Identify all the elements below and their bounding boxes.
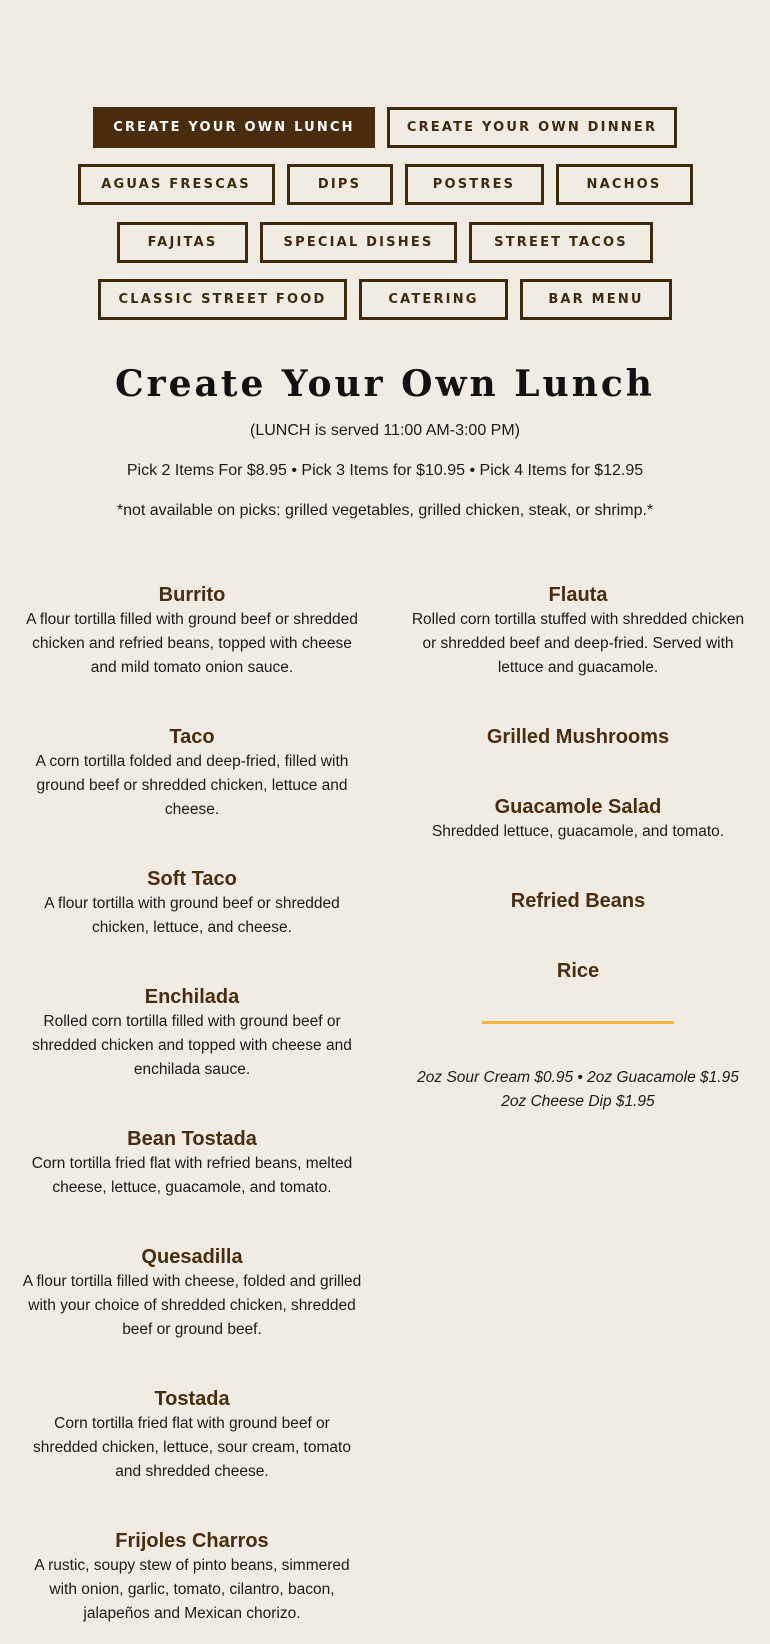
item-name: Refried Beans	[510, 890, 646, 912]
pricing-info: Pick 2 Items For $8.95 • Pick 3 Items for $10.95 • Pick 4 Items for $12.95	[126, 462, 644, 479]
item-name: Rice	[556, 960, 600, 982]
item-name: Taco	[169, 726, 215, 748]
item-description: A rustic, soupy stew of pinto beans, simmered with onion, garlic, tomato, cilantro, bacon, jalapeños and Mexican chorizo.	[34, 1557, 350, 1622]
menu-item	[408, 958, 748, 984]
tab-fajitas[interactable]: FAJITAS	[117, 222, 248, 263]
extras-pricing	[408, 1066, 748, 1114]
tab-aguas-frescas[interactable]: AGUAS FRESCAS	[78, 164, 275, 205]
item-name: Enchilada	[144, 986, 240, 1008]
menu-item	[22, 984, 362, 1082]
tab-postres[interactable]: POSTRES	[405, 164, 544, 205]
menu-item	[22, 1244, 362, 1342]
item-name: Quesadilla	[141, 1246, 243, 1268]
item-description: Corn tortilla fried flat with ground beef or shredded chicken, lettuce, sour cream, tomato and shredded cheese.	[33, 1415, 351, 1480]
menu-item	[408, 794, 748, 844]
extras-line: 2oz Sour Cream $0.95 • 2oz Guacamole $1.95	[417, 1069, 739, 1086]
menu-item	[408, 724, 748, 750]
item-description: Corn tortilla fried flat with refried beans, melted cheese, lettuce, guacamole, and tomato.	[31, 1155, 353, 1196]
item-name: Bean Tostada	[127, 1128, 257, 1150]
tab-nachos[interactable]: NACHOS	[556, 164, 693, 205]
lunch-hours: (LUNCH is served 11:00 AM-3:00 PM)	[249, 422, 520, 439]
item-description: A flour tortilla filled with cheese, folded and grilled with your choice of shredded chicken, shredded beef or ground beef.	[22, 1273, 362, 1338]
item-name: Tostada	[154, 1388, 230, 1410]
menu-item	[22, 1126, 362, 1200]
item-description: A flour tortilla filled with ground beef or shredded chicken and refried beans, topped with cheese and mild tomato onion sauce.	[26, 611, 358, 676]
item-description: Shredded lettuce, guacamole, and tomato.	[431, 823, 725, 840]
exclusions-note: *not available on picks: grilled vegetables, grilled chicken, steak, or shrimp.*	[116, 502, 654, 519]
tab-dips[interactable]: DIPS	[287, 164, 393, 205]
tab-catering[interactable]: CATERING	[359, 279, 508, 320]
tab-row	[0, 107, 770, 148]
item-name: Flauta	[548, 584, 608, 606]
tab-bar-menu[interactable]: BAR MENU	[520, 279, 672, 320]
tab-row	[0, 222, 770, 263]
item-name: Guacamole Salad	[494, 796, 662, 818]
tab-street-tacos[interactable]: STREET TACOS	[469, 222, 653, 263]
tab-special-dishes[interactable]: SPECIAL DISHES	[260, 222, 457, 263]
item-name: Grilled Mushrooms	[486, 726, 670, 748]
menu-item	[408, 582, 748, 680]
item-name: Soft Taco	[147, 868, 237, 890]
tab-row	[0, 164, 770, 205]
gold-divider	[482, 1021, 674, 1024]
item-name: Frijoles Charros	[115, 1530, 269, 1552]
menu-item	[22, 582, 362, 680]
menu-item	[22, 1528, 362, 1626]
item-description: Rolled corn tortilla stuffed with shredded chicken or shredded beef and deep-fried. Served with lettuce and guacamole.	[411, 611, 745, 676]
tab-row	[0, 279, 770, 320]
extras-line: 2oz Cheese Dip $1.95	[501, 1093, 655, 1110]
tab-create-your-own-dinner[interactable]: CREATE YOUR OWN DINNER	[387, 107, 677, 148]
item-description: A corn tortilla folded and deep-fried, filled with ground beef or shredded chicken, lettuce and cheese.	[35, 753, 349, 818]
item-name: Burrito	[158, 584, 226, 606]
menu-item	[408, 888, 748, 914]
item-description: Rolled corn tortilla filled with ground beef or shredded chicken and topped with cheese and enchilada sauce.	[32, 1013, 352, 1078]
menu-item	[22, 724, 362, 822]
menu-item	[22, 1386, 362, 1484]
menu-item	[22, 866, 362, 940]
tab-classic-street-food[interactable]: CLASSIC STREET FOOD	[98, 279, 347, 320]
section-title: Create Your Own Lunch	[115, 363, 655, 405]
item-description: A flour tortilla with ground beef or shredded chicken, lettuce, and cheese.	[44, 895, 340, 936]
tab-create-your-own-lunch[interactable]: CREATE YOUR OWN LUNCH	[93, 107, 375, 148]
